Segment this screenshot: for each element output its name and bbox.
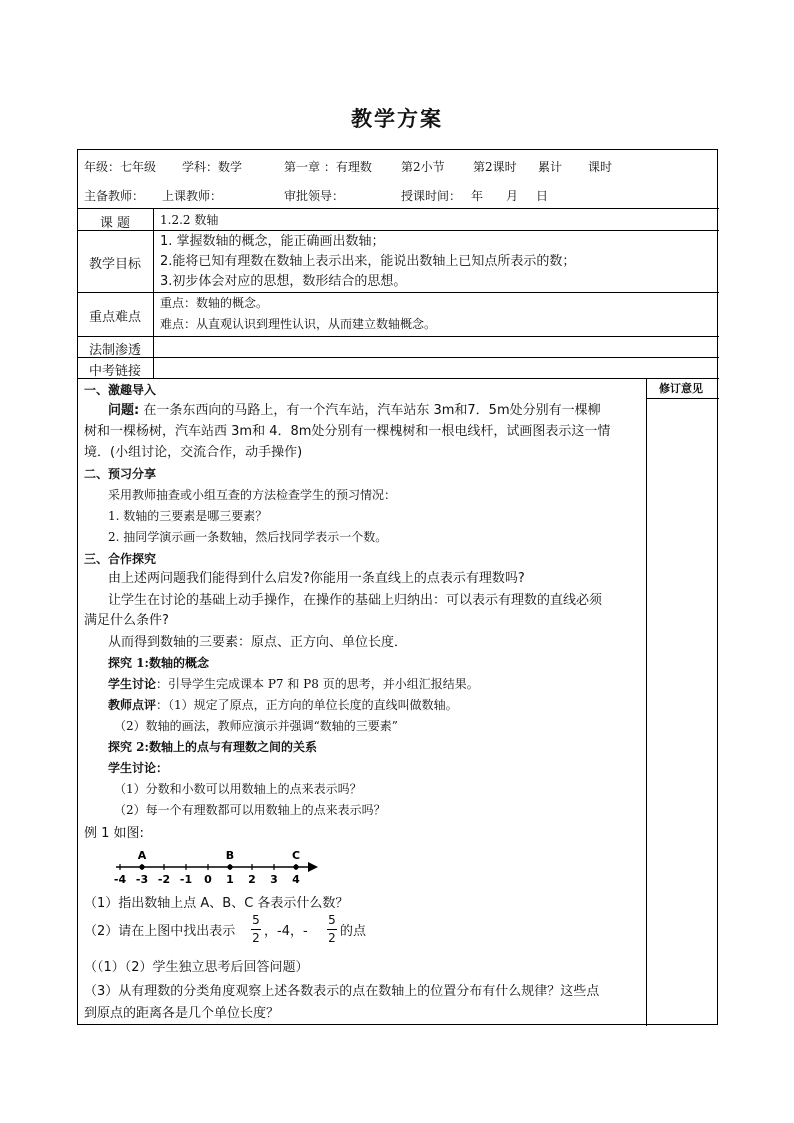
revision-column-divider	[646, 378, 647, 1026]
question-3: 到原点的距离各是几个单位长度？	[84, 1006, 280, 1021]
goal-item: 3.初步体会对应的思想，数形结合的思想。	[160, 274, 407, 289]
goal-item: 1. 掌握数轴的概念，能正确画出数轴；	[160, 234, 385, 249]
comment-text: ：（1）规定了原点，正方向的单位长度的直线叫做数轴。	[156, 698, 458, 712]
reviewer-label: 审批领导：	[284, 189, 345, 203]
cumulative-label: 累计	[538, 160, 563, 174]
topic-label: 课 题	[99, 216, 131, 231]
difficult-point: 难点：从直观认识到理性认识，从而建立数轴概念。	[160, 317, 437, 331]
discuss-text: ：引导学生完成课本 P7 和 P8 页的思考，并小组汇报结果。	[156, 677, 479, 691]
text-line: （2）每一个有理数都可以用数轴上的点来表示吗？	[114, 803, 386, 817]
question-text: 在一条东西向的马路上，有一个汽车站，汽车站东 3m和7．5m处分别有一棵柳	[139, 403, 601, 418]
question-3: （3）从有理数的分类角度观察上述各数表示的点在数轴上的位置分布有什么规律？这些点	[84, 984, 600, 999]
page-title: 教学方案	[351, 106, 443, 131]
text-line	[108, 677, 479, 691]
number-line	[108, 846, 328, 896]
key-label: 重点难点	[88, 310, 141, 325]
fraction-bar	[327, 929, 337, 930]
day-label: 日	[536, 189, 549, 203]
explore-heading: 探究 1:数轴的概念	[108, 656, 209, 670]
axis-tick-label: 2	[248, 873, 256, 886]
axis-point-label: B	[225, 849, 235, 862]
axis-tick-label: -4	[113, 873, 127, 886]
month-label: 月	[506, 189, 519, 203]
row-divider	[78, 230, 719, 231]
text-line	[108, 698, 458, 712]
section-heading: 二、预习分享	[84, 467, 157, 481]
goals-label: 教学目标	[88, 257, 141, 272]
chapter-label: 第一章 ：有理数	[284, 160, 372, 174]
fraction-numerator: 5	[252, 913, 260, 927]
axis-tick-label: -2	[157, 873, 171, 886]
date-label: 授课时间：	[401, 189, 462, 203]
question-label: 问题:	[108, 403, 140, 418]
section-heading: 三、合作探究	[84, 552, 157, 566]
axis-tick-label: 1	[226, 873, 234, 886]
question-note: （（1）（2）学生独立思考后回答问题）	[84, 960, 309, 975]
question-line	[108, 403, 601, 418]
axis-point-marker	[227, 864, 232, 869]
year-label: 年	[471, 189, 484, 203]
topic-value: 1.2.2 数轴	[160, 213, 219, 227]
text-line: 让学生在讨论的基础上动手操作，在操作的基础上归纳出：可以表示有理数的直线必须	[108, 593, 603, 608]
section-label: 第2小节	[401, 160, 445, 174]
row-divider	[78, 208, 719, 209]
question-2-suffix: 的点	[340, 924, 367, 939]
fraction-denominator: 2	[328, 931, 336, 945]
row-divider	[78, 292, 719, 293]
discuss-label: 学生讨论：	[108, 761, 169, 775]
revision-label: 修订意见	[659, 382, 703, 395]
axis-tick-label: 4	[292, 873, 300, 886]
example-label: 例 1 如图:	[84, 826, 144, 841]
question-2-mid: ，-4，-	[264, 924, 308, 939]
axis-point-label: A	[137, 849, 147, 862]
axis-tick-label: 3	[270, 873, 278, 886]
lesson-label: 第2课时	[473, 160, 517, 174]
axis-point-label: C	[291, 849, 301, 862]
axis-point-marker	[293, 864, 298, 869]
row-divider	[78, 336, 719, 337]
discuss-label: 学生讨论	[108, 677, 157, 691]
law-label: 法制渗透	[88, 343, 141, 358]
lesson-plan-table	[77, 149, 718, 1025]
fraction-denominator: 2	[252, 931, 260, 945]
text-line: 2. 抽同学演示画一条数轴，然后找同学表示一个数。	[108, 530, 388, 544]
period-label: 课时	[588, 160, 613, 174]
text-line: 采用教师抽查或小组互查的方法检查学生的预习情况：	[108, 488, 397, 502]
explore-heading: 探究 2:数轴上的点与有理数之间的关系	[108, 740, 317, 754]
text-line: 1. 数轴的三要素是哪三要素？	[108, 509, 268, 523]
text-line: 由上述两问题我们能得到什么启发?你能用一条直线上的点表示有理数吗?	[108, 571, 525, 586]
question-2-prefix: （2）请在上图中找出表示	[84, 924, 236, 939]
subject-label: 学科：数学	[182, 160, 243, 174]
question-line: 境．(小组讨论，交流合作，动手操作)	[84, 445, 303, 460]
axis-tick-label: -3	[135, 873, 149, 886]
question-1: （1）指出数轴上点 A、B、C 各表示什么数？	[84, 896, 349, 911]
exam-label: 中考链接	[88, 364, 141, 379]
text-line: （1）分数和小数可以用数轴上的点来表示吗？	[114, 782, 362, 796]
text-line: （2）数轴的画法，教师应演示并强调“数轴的三要素”	[114, 719, 398, 733]
revision-divider	[646, 398, 719, 399]
lead-teacher-label: 主备教师：	[84, 189, 145, 203]
grade-label: 年级：七年级	[84, 160, 157, 174]
text-line: 从而得到数轴的三要素：原点、正方向、单位长度．	[108, 635, 408, 650]
row-divider	[78, 378, 719, 379]
axis-tick-label: 0	[204, 873, 212, 886]
axis-tick-label: -1	[179, 873, 193, 886]
label-column-divider	[153, 208, 154, 378]
teacher-label: 上课教师：	[162, 189, 223, 203]
fraction-bar	[251, 929, 261, 930]
axis-point-marker	[139, 864, 144, 869]
comment-label: 教师点评	[108, 698, 157, 712]
text-line: 满足什么条件?	[84, 613, 169, 628]
fraction-numerator: 5	[328, 913, 336, 927]
section-heading: 一、激趣导入	[84, 383, 157, 397]
goal-item: 2.能将已知有理数在数轴上表示出来，能说出数轴上已知点所表示的数；	[160, 254, 576, 269]
row-divider	[78, 357, 719, 358]
key-point: 重点：数轴的概念。	[160, 296, 269, 310]
question-line: 树和一棵杨树，汽车站西 3m和 4．8m处分别有一棵槐树和一根电线杆，试画图表示这一情	[84, 424, 611, 439]
axis-arrow	[308, 862, 318, 872]
